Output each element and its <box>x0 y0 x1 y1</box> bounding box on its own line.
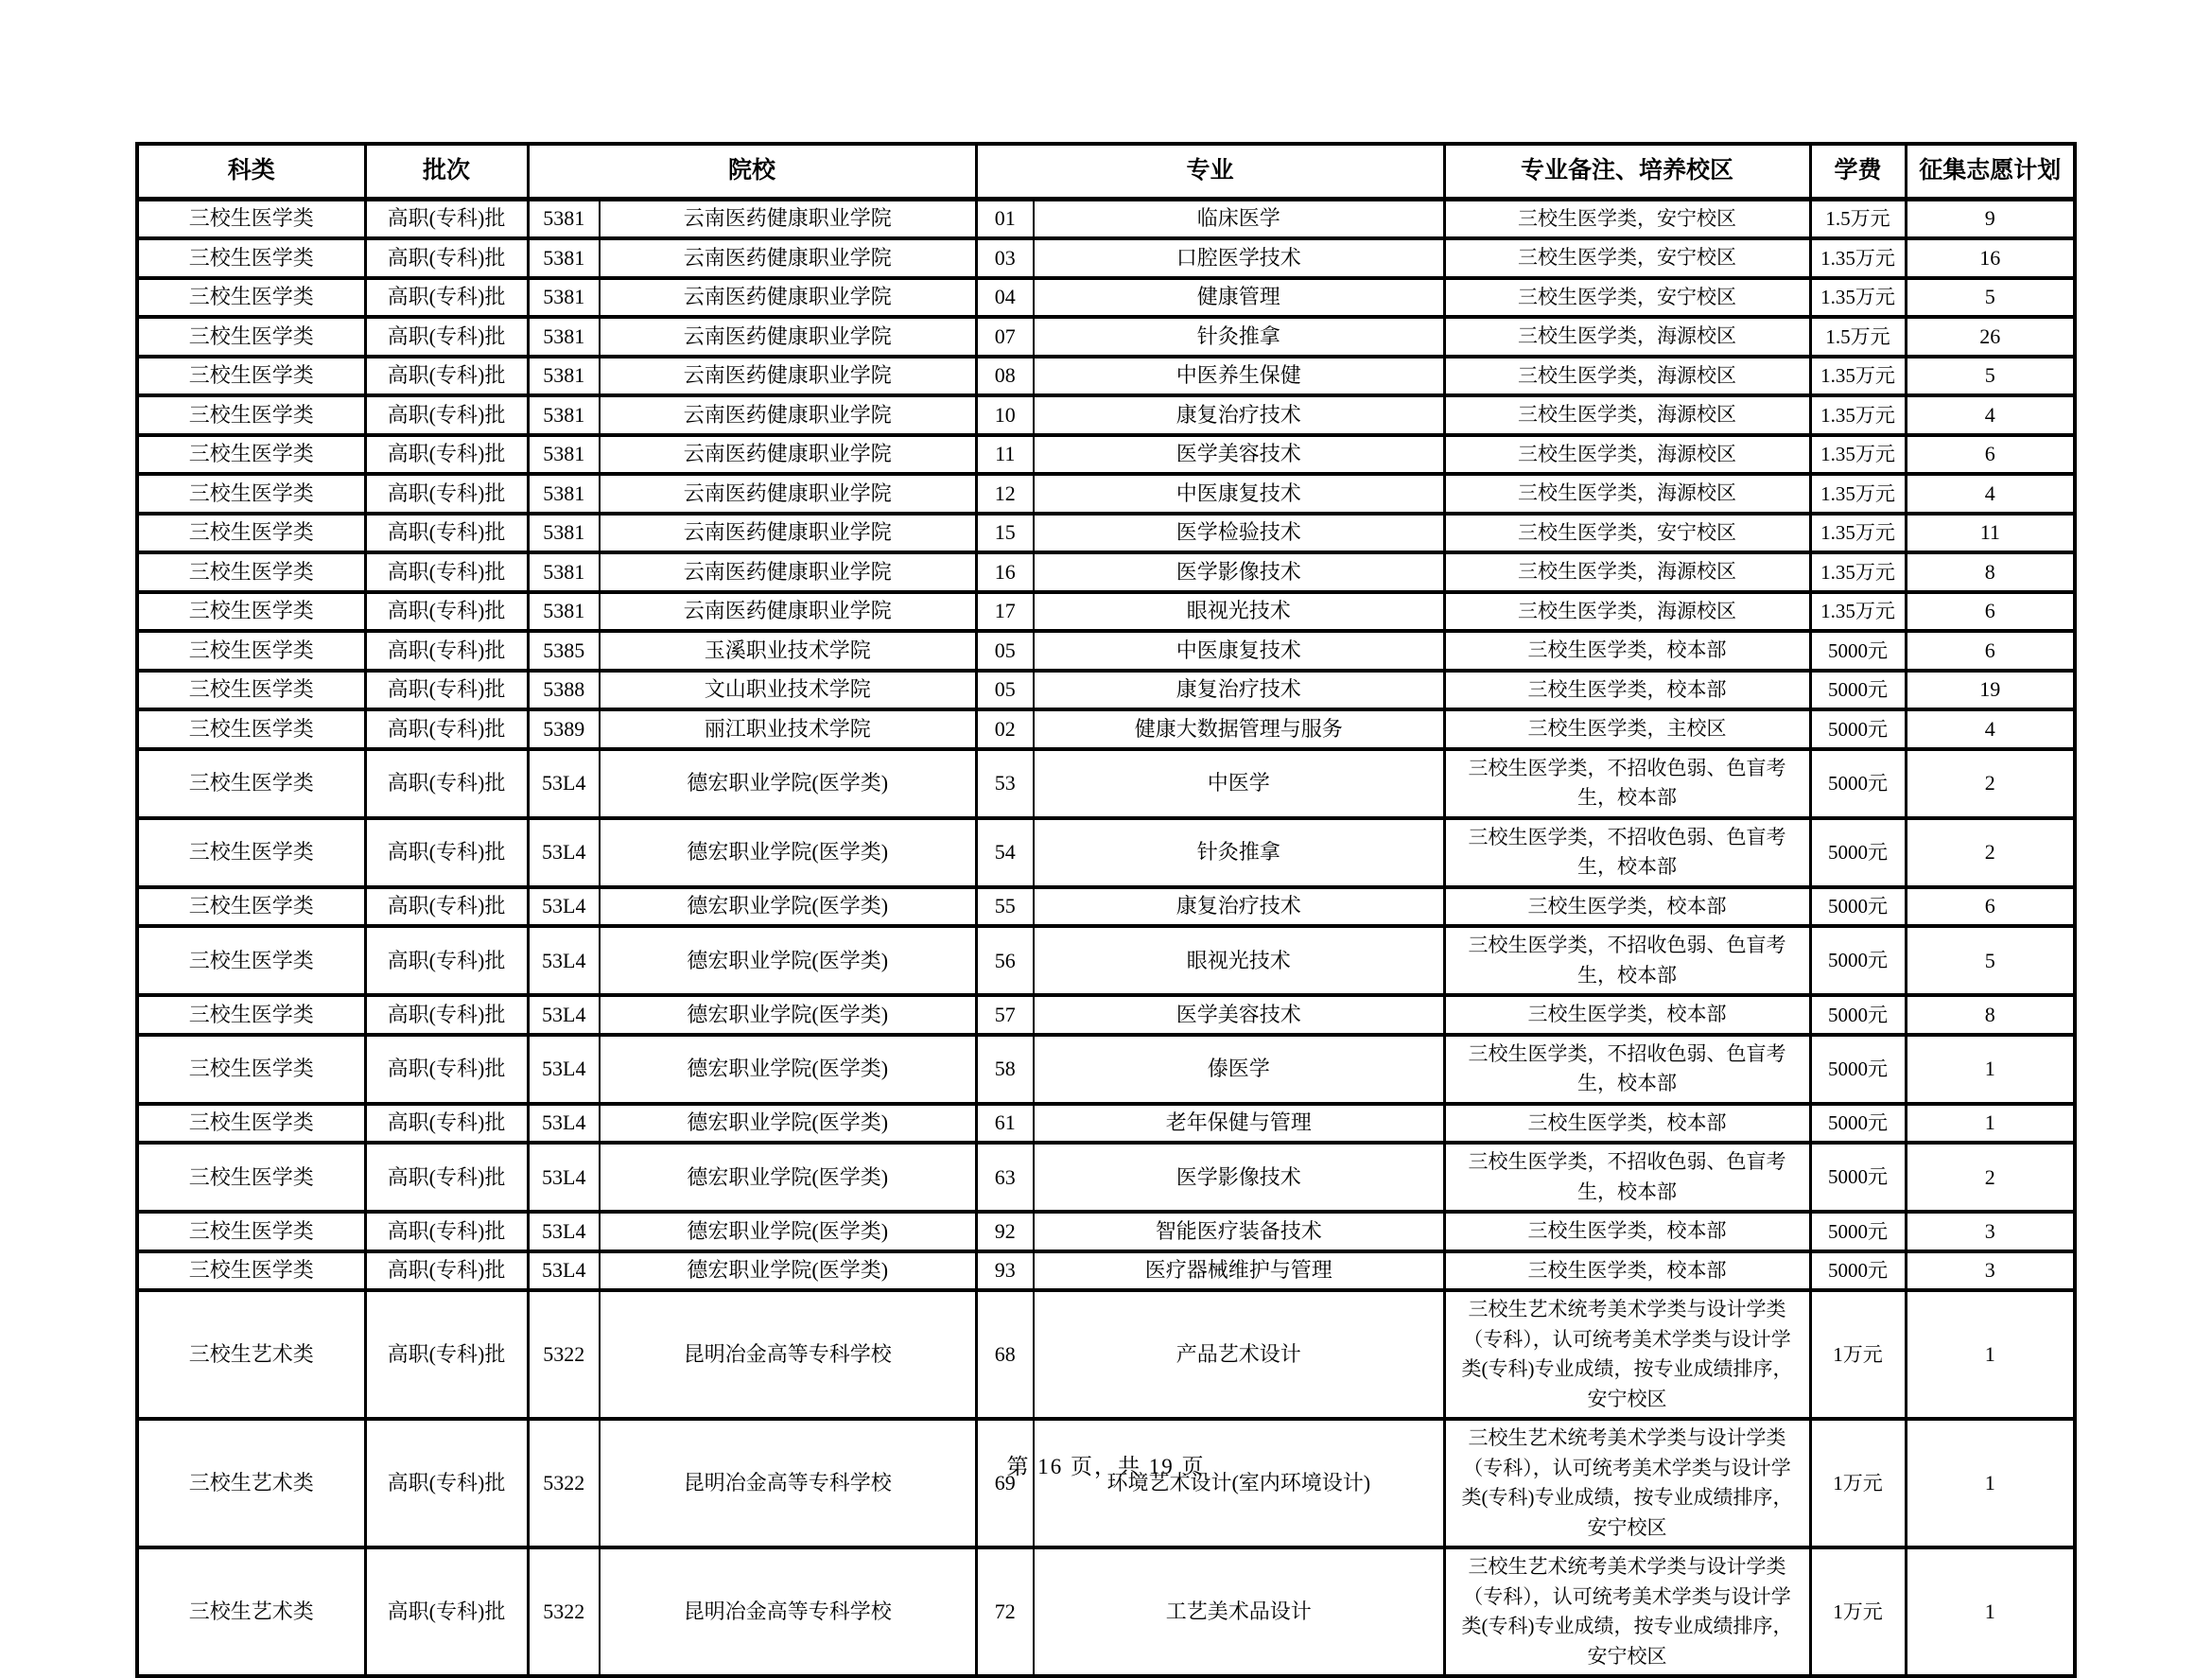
table-row <box>137 709 2075 749</box>
cell-batch: 高职(专科)批 <box>365 238 528 278</box>
table-row <box>137 474 2075 514</box>
cell-plan: 6 <box>1906 592 2075 632</box>
cell-plan: 1 <box>1906 1419 2075 1547</box>
cell-major-name: 康复治疗技术 <box>1034 671 1444 710</box>
cell-category: 三校生医学类 <box>137 1143 365 1212</box>
cell-major-code: 10 <box>976 395 1034 435</box>
cell-tuition: 5000元 <box>1810 749 1906 818</box>
cell-category: 三校生医学类 <box>137 926 365 995</box>
cell-note: 三校生医学类，安宁校区 <box>1444 514 1810 553</box>
cell-major-name: 环境艺术设计(室内环境设计) <box>1034 1419 1444 1547</box>
table-row <box>137 1143 2075 1212</box>
cell-category: 三校生医学类 <box>137 1251 365 1291</box>
cell-major-name: 口腔医学技术 <box>1034 238 1444 278</box>
cell-college-code: 5381 <box>528 435 600 475</box>
cell-note: 三校生医学类，不招收色弱、色盲考生，校本部 <box>1444 749 1810 818</box>
cell-note: 三校生医学类，校本部 <box>1444 995 1810 1035</box>
table-row <box>137 1212 2075 1251</box>
cell-plan: 1 <box>1906 1290 2075 1419</box>
cell-category: 三校生医学类 <box>137 514 365 553</box>
cell-major-code: 72 <box>976 1547 1034 1676</box>
cell-college-code: 5381 <box>528 474 600 514</box>
cell-note: 三校生医学类，海源校区 <box>1444 592 1810 632</box>
cell-batch: 高职(专科)批 <box>365 1251 528 1291</box>
cell-major-code: 08 <box>976 357 1034 396</box>
cell-category: 三校生医学类 <box>137 474 365 514</box>
cell-college-name: 云南医药健康职业学院 <box>600 238 976 278</box>
footer-page-indicator: 第 16 页，共 19 页 <box>1006 1455 1206 1478</box>
cell-note: 三校生艺术统考美术学类与设计学类（专科），认可统考美术学类与设计学类(专科)专业成绩，按专业成绩排序，安宁校区 <box>1444 1290 1810 1419</box>
cell-batch: 高职(专科)批 <box>365 592 528 632</box>
cell-major-name: 临床医学 <box>1034 199 1444 238</box>
cell-major-name: 健康管理 <box>1034 278 1444 318</box>
cell-major-code: 93 <box>976 1251 1034 1291</box>
cell-batch: 高职(专科)批 <box>365 435 528 475</box>
cell-batch: 高职(专科)批 <box>365 357 528 396</box>
cell-note: 三校生医学类，海源校区 <box>1444 474 1810 514</box>
cell-batch: 高职(专科)批 <box>365 995 528 1035</box>
header-plan: 征集志愿计划 <box>1906 144 2075 199</box>
cell-college-code: 5385 <box>528 631 600 671</box>
cell-batch: 高职(专科)批 <box>365 317 528 357</box>
cell-category: 三校生医学类 <box>137 317 365 357</box>
cell-tuition: 5000元 <box>1810 1212 1906 1251</box>
cell-category: 三校生医学类 <box>137 995 365 1035</box>
cell-batch: 高职(专科)批 <box>365 395 528 435</box>
header-tuition: 学费 <box>1810 144 1906 199</box>
cell-major-code: 02 <box>976 709 1034 749</box>
cell-category: 三校生医学类 <box>137 278 365 318</box>
cell-note: 三校生艺术统考美术学类与设计学类（专科），认可统考美术学类与设计学类(专科)专业成绩，按专业成绩排序，安宁校区 <box>1444 1547 1810 1676</box>
cell-major-name: 针灸推拿 <box>1034 317 1444 357</box>
cell-college-name: 昆明冶金高等专科学校 <box>600 1419 976 1547</box>
cell-plan: 4 <box>1906 474 2075 514</box>
cell-college-name: 云南医药健康职业学院 <box>600 278 976 318</box>
cell-category: 三校生医学类 <box>137 357 365 396</box>
table-row <box>137 926 2075 995</box>
cell-major-name: 医学美容技术 <box>1034 995 1444 1035</box>
cell-major-name: 老年保健与管理 <box>1034 1104 1444 1144</box>
cell-tuition: 1.35万元 <box>1810 592 1906 632</box>
cell-category: 三校生艺术类 <box>137 1419 365 1547</box>
cell-tuition: 1万元 <box>1810 1547 1906 1676</box>
cell-tuition: 5000元 <box>1810 818 1906 887</box>
cell-plan: 1 <box>1906 1547 2075 1676</box>
cell-major-code: 11 <box>976 435 1034 475</box>
cell-major-code: 56 <box>976 926 1034 995</box>
table-row <box>137 749 2075 818</box>
header-category: 科类 <box>137 144 365 199</box>
cell-note: 三校生医学类，海源校区 <box>1444 435 1810 475</box>
cell-college-code: 5389 <box>528 709 600 749</box>
cell-college-name: 德宏职业学院(医学类) <box>600 995 976 1035</box>
table-row <box>137 1251 2075 1291</box>
cell-tuition: 1.35万元 <box>1810 435 1906 475</box>
cell-major-name: 傣医学 <box>1034 1035 1444 1104</box>
cell-college-code: 5381 <box>528 514 600 553</box>
cell-note: 三校生医学类，海源校区 <box>1444 395 1810 435</box>
cell-college-code: 53L4 <box>528 1143 600 1212</box>
cell-note: 三校生医学类，校本部 <box>1444 631 1810 671</box>
cell-plan: 8 <box>1906 995 2075 1035</box>
cell-major-code: 53 <box>976 749 1034 818</box>
cell-batch: 高职(专科)批 <box>365 1290 528 1419</box>
cell-major-code: 57 <box>976 995 1034 1035</box>
cell-college-code: 53L4 <box>528 749 600 818</box>
cell-major-code: 05 <box>976 671 1034 710</box>
cell-tuition: 5000元 <box>1810 1143 1906 1212</box>
cell-college-name: 云南医药健康职业学院 <box>600 552 976 592</box>
cell-college-name: 德宏职业学院(医学类) <box>600 1251 976 1291</box>
cell-major-name: 针灸推拿 <box>1034 818 1444 887</box>
cell-college-code: 5381 <box>528 238 600 278</box>
cell-major-name: 中医养生保健 <box>1034 357 1444 396</box>
cell-college-name: 德宏职业学院(医学类) <box>600 1143 976 1212</box>
table-row <box>137 887 2075 927</box>
cell-college-code: 5381 <box>528 317 600 357</box>
cell-category: 三校生医学类 <box>137 1104 365 1144</box>
cell-major-code: 16 <box>976 552 1034 592</box>
cell-major-name: 中医康复技术 <box>1034 474 1444 514</box>
cell-plan: 6 <box>1906 435 2075 475</box>
cell-major-code: 69 <box>976 1419 1034 1547</box>
cell-major-name: 中医康复技术 <box>1034 631 1444 671</box>
cell-major-name: 医疗器械维护与管理 <box>1034 1251 1444 1291</box>
cell-college-code: 53L4 <box>528 1104 600 1144</box>
cell-tuition: 5000元 <box>1810 671 1906 710</box>
cell-batch: 高职(专科)批 <box>365 199 528 238</box>
cell-category: 三校生医学类 <box>137 592 365 632</box>
cell-category: 三校生医学类 <box>137 238 365 278</box>
cell-college-name: 德宏职业学院(医学类) <box>600 887 976 927</box>
cell-plan: 1 <box>1906 1104 2075 1144</box>
cell-tuition: 5000元 <box>1810 887 1906 927</box>
cell-batch: 高职(专科)批 <box>365 818 528 887</box>
cell-note: 三校生医学类，主校区 <box>1444 709 1810 749</box>
cell-category: 三校生医学类 <box>137 1212 365 1251</box>
cell-college-name: 丽江职业技术学院 <box>600 709 976 749</box>
cell-tuition: 5000元 <box>1810 1104 1906 1144</box>
cell-major-name: 医学美容技术 <box>1034 435 1444 475</box>
cell-plan: 8 <box>1906 552 2075 592</box>
cell-category: 三校生医学类 <box>137 395 365 435</box>
cell-college-code: 53L4 <box>528 995 600 1035</box>
cell-college-name: 云南医药健康职业学院 <box>600 357 976 396</box>
cell-major-code: 12 <box>976 474 1034 514</box>
cell-note: 三校生医学类，校本部 <box>1444 1251 1810 1291</box>
cell-major-name: 眼视光技术 <box>1034 926 1444 995</box>
cell-batch: 高职(专科)批 <box>365 1212 528 1251</box>
cell-batch: 高职(专科)批 <box>365 1143 528 1212</box>
cell-tuition: 1.35万元 <box>1810 278 1906 318</box>
cell-tuition: 1.35万元 <box>1810 552 1906 592</box>
cell-college-code: 5381 <box>528 395 600 435</box>
cell-major-code: 04 <box>976 278 1034 318</box>
cell-note: 三校生医学类，不招收色弱、色盲考生，校本部 <box>1444 1143 1810 1212</box>
table-row <box>137 671 2075 710</box>
cell-major-code: 15 <box>976 514 1034 553</box>
table-row <box>137 238 2075 278</box>
cell-tuition: 1.5万元 <box>1810 317 1906 357</box>
cell-college-code: 5381 <box>528 278 600 318</box>
cell-plan: 4 <box>1906 709 2075 749</box>
header-row <box>137 144 2075 199</box>
table-row <box>137 435 2075 475</box>
cell-batch: 高职(专科)批 <box>365 514 528 553</box>
cell-category: 三校生艺术类 <box>137 1290 365 1419</box>
header-major: 专业 <box>976 144 1444 199</box>
table-row <box>137 317 2075 357</box>
cell-batch: 高职(专科)批 <box>365 278 528 318</box>
cell-note: 三校生医学类，海源校区 <box>1444 317 1810 357</box>
cell-tuition: 1.35万元 <box>1810 474 1906 514</box>
cell-note: 三校生医学类，不招收色弱、色盲考生，校本部 <box>1444 926 1810 995</box>
cell-major-code: 92 <box>976 1212 1034 1251</box>
cell-category: 三校生医学类 <box>137 631 365 671</box>
cell-college-name: 昆明冶金高等专科学校 <box>600 1290 976 1419</box>
cell-college-code: 53L4 <box>528 1212 600 1251</box>
cell-college-code: 53L4 <box>528 1035 600 1104</box>
cell-college-code: 53L4 <box>528 926 600 995</box>
cell-major-code: 05 <box>976 631 1034 671</box>
cell-note: 三校生艺术统考美术学类与设计学类（专科），认可统考美术学类与设计学类(专科)专业成绩，按专业成绩排序，安宁校区 <box>1444 1419 1810 1547</box>
table-row <box>137 552 2075 592</box>
cell-major-name: 产品艺术设计 <box>1034 1290 1444 1419</box>
cell-college-name: 云南医药健康职业学院 <box>600 395 976 435</box>
admission-plan-table <box>135 142 2077 1678</box>
cell-college-name: 云南医药健康职业学院 <box>600 474 976 514</box>
cell-college-code: 5322 <box>528 1290 600 1419</box>
cell-plan: 4 <box>1906 395 2075 435</box>
cell-college-name: 德宏职业学院(医学类) <box>600 1104 976 1144</box>
cell-category: 三校生医学类 <box>137 709 365 749</box>
cell-tuition: 1.35万元 <box>1810 357 1906 396</box>
cell-batch: 高职(专科)批 <box>365 474 528 514</box>
cell-college-code: 53L4 <box>528 887 600 927</box>
cell-batch: 高职(专科)批 <box>365 887 528 927</box>
cell-major-name: 智能医疗装备技术 <box>1034 1212 1444 1251</box>
header-college: 院校 <box>528 144 976 199</box>
table-row <box>137 278 2075 318</box>
cell-batch: 高职(专科)批 <box>365 926 528 995</box>
cell-college-name: 云南医药健康职业学院 <box>600 199 976 238</box>
cell-batch: 高职(专科)批 <box>365 1035 528 1104</box>
table-row <box>137 1035 2075 1104</box>
cell-batch: 高职(专科)批 <box>365 671 528 710</box>
cell-tuition: 1万元 <box>1810 1419 1906 1547</box>
cell-note: 三校生医学类，海源校区 <box>1444 357 1810 396</box>
cell-major-code: 01 <box>976 199 1034 238</box>
cell-note: 三校生医学类，安宁校区 <box>1444 278 1810 318</box>
cell-category: 三校生医学类 <box>137 552 365 592</box>
cell-college-name: 德宏职业学院(医学类) <box>600 1035 976 1104</box>
cell-college-name: 玉溪职业技术学院 <box>600 631 976 671</box>
cell-college-name: 德宏职业学院(医学类) <box>600 1212 976 1251</box>
cell-college-code: 5381 <box>528 552 600 592</box>
cell-college-name: 云南医药健康职业学院 <box>600 435 976 475</box>
cell-batch: 高职(专科)批 <box>365 709 528 749</box>
cell-college-code: 53L4 <box>528 818 600 887</box>
cell-batch: 高职(专科)批 <box>365 552 528 592</box>
cell-plan: 6 <box>1906 631 2075 671</box>
cell-college-name: 昆明冶金高等专科学校 <box>600 1547 976 1676</box>
cell-major-name: 医学影像技术 <box>1034 552 1444 592</box>
cell-major-code: 61 <box>976 1104 1034 1144</box>
cell-college-code: 5381 <box>528 592 600 632</box>
table-row <box>137 514 2075 553</box>
cell-college-code: 5322 <box>528 1419 600 1547</box>
cell-batch: 高职(专科)批 <box>365 749 528 818</box>
cell-major-name: 康复治疗技术 <box>1034 887 1444 927</box>
cell-major-code: 03 <box>976 238 1034 278</box>
cell-plan: 3 <box>1906 1212 2075 1251</box>
cell-plan: 5 <box>1906 278 2075 318</box>
cell-category: 三校生医学类 <box>137 435 365 475</box>
cell-plan: 26 <box>1906 317 2075 357</box>
cell-category: 三校生医学类 <box>137 1035 365 1104</box>
cell-major-name: 眼视光技术 <box>1034 592 1444 632</box>
cell-batch: 高职(专科)批 <box>365 1104 528 1144</box>
cell-major-code: 68 <box>976 1290 1034 1419</box>
cell-plan: 5 <box>1906 357 2075 396</box>
cell-major-name: 康复治疗技术 <box>1034 395 1444 435</box>
table-row <box>137 1104 2075 1144</box>
table-row <box>137 1547 2075 1676</box>
cell-college-name: 云南医药健康职业学院 <box>600 317 976 357</box>
cell-plan: 16 <box>1906 238 2075 278</box>
cell-category: 三校生艺术类 <box>137 1547 365 1676</box>
cell-tuition: 1.35万元 <box>1810 238 1906 278</box>
cell-note: 三校生医学类，安宁校区 <box>1444 199 1810 238</box>
cell-plan: 2 <box>1906 1143 2075 1212</box>
cell-college-name: 文山职业技术学院 <box>600 671 976 710</box>
cell-tuition: 5000元 <box>1810 631 1906 671</box>
cell-batch: 高职(专科)批 <box>365 1547 528 1676</box>
cell-tuition: 5000元 <box>1810 1251 1906 1291</box>
cell-plan: 3 <box>1906 1251 2075 1291</box>
cell-note: 三校生医学类，校本部 <box>1444 887 1810 927</box>
cell-major-code: 07 <box>976 317 1034 357</box>
cell-note: 三校生医学类，校本部 <box>1444 1104 1810 1144</box>
cell-tuition: 1.35万元 <box>1810 395 1906 435</box>
cell-major-name: 工艺美术品设计 <box>1034 1547 1444 1676</box>
cell-major-name: 医学影像技术 <box>1034 1143 1444 1212</box>
cell-tuition: 5000元 <box>1810 1035 1906 1104</box>
cell-plan: 5 <box>1906 926 2075 995</box>
cell-major-name: 健康大数据管理与服务 <box>1034 709 1444 749</box>
cell-major-code: 55 <box>976 887 1034 927</box>
table-row <box>137 818 2075 887</box>
cell-batch: 高职(专科)批 <box>365 1419 528 1547</box>
table-row <box>137 631 2075 671</box>
cell-major-code: 17 <box>976 592 1034 632</box>
cell-college-name: 德宏职业学院(医学类) <box>600 818 976 887</box>
cell-plan: 2 <box>1906 749 2075 818</box>
cell-category: 三校生医学类 <box>137 671 365 710</box>
cell-college-code: 5322 <box>528 1547 600 1676</box>
cell-plan: 11 <box>1906 514 2075 553</box>
cell-note: 三校生医学类，安宁校区 <box>1444 238 1810 278</box>
cell-note: 三校生医学类，校本部 <box>1444 1212 1810 1251</box>
cell-batch: 高职(专科)批 <box>365 631 528 671</box>
table-row <box>137 357 2075 396</box>
cell-major-code: 54 <box>976 818 1034 887</box>
cell-note: 三校生医学类，不招收色弱、色盲考生，校本部 <box>1444 818 1810 887</box>
cell-college-name: 云南医药健康职业学院 <box>600 592 976 632</box>
cell-plan: 19 <box>1906 671 2075 710</box>
cell-tuition: 5000元 <box>1810 926 1906 995</box>
cell-college-name: 德宏职业学院(医学类) <box>600 749 976 818</box>
table-row <box>137 1419 2075 1547</box>
cell-college-code: 53L4 <box>528 1251 600 1291</box>
cell-category: 三校生医学类 <box>137 818 365 887</box>
cell-tuition: 5000元 <box>1810 995 1906 1035</box>
cell-major-name: 中医学 <box>1034 749 1444 818</box>
cell-tuition: 1.5万元 <box>1810 199 1906 238</box>
table-row <box>137 592 2075 632</box>
table-row <box>137 199 2075 238</box>
cell-major-name: 医学检验技术 <box>1034 514 1444 553</box>
cell-category: 三校生医学类 <box>137 199 365 238</box>
cell-tuition: 1万元 <box>1810 1290 1906 1419</box>
cell-major-code: 58 <box>976 1035 1034 1104</box>
header-batch: 批次 <box>365 144 528 199</box>
table-row <box>137 995 2075 1035</box>
cell-tuition: 5000元 <box>1810 709 1906 749</box>
cell-plan: 2 <box>1906 818 2075 887</box>
cell-category: 三校生医学类 <box>137 749 365 818</box>
cell-college-name: 德宏职业学院(医学类) <box>600 926 976 995</box>
cell-note: 三校生医学类，校本部 <box>1444 671 1810 710</box>
cell-college-code: 5388 <box>528 671 600 710</box>
header-note: 专业备注、培养校区 <box>1444 144 1810 199</box>
cell-plan: 9 <box>1906 199 2075 238</box>
cell-college-code: 5381 <box>528 199 600 238</box>
cell-plan: 1 <box>1906 1035 2075 1104</box>
table-row <box>137 395 2075 435</box>
cell-category: 三校生医学类 <box>137 887 365 927</box>
cell-college-code: 5381 <box>528 357 600 396</box>
table-row <box>137 1290 2075 1419</box>
cell-tuition: 1.35万元 <box>1810 514 1906 553</box>
cell-note: 三校生医学类，不招收色弱、色盲考生，校本部 <box>1444 1035 1810 1104</box>
cell-plan: 6 <box>1906 887 2075 927</box>
cell-college-name: 云南医药健康职业学院 <box>600 514 976 553</box>
table-header <box>137 144 2075 199</box>
cell-major-code: 63 <box>976 1143 1034 1212</box>
cell-note: 三校生医学类，海源校区 <box>1444 552 1810 592</box>
